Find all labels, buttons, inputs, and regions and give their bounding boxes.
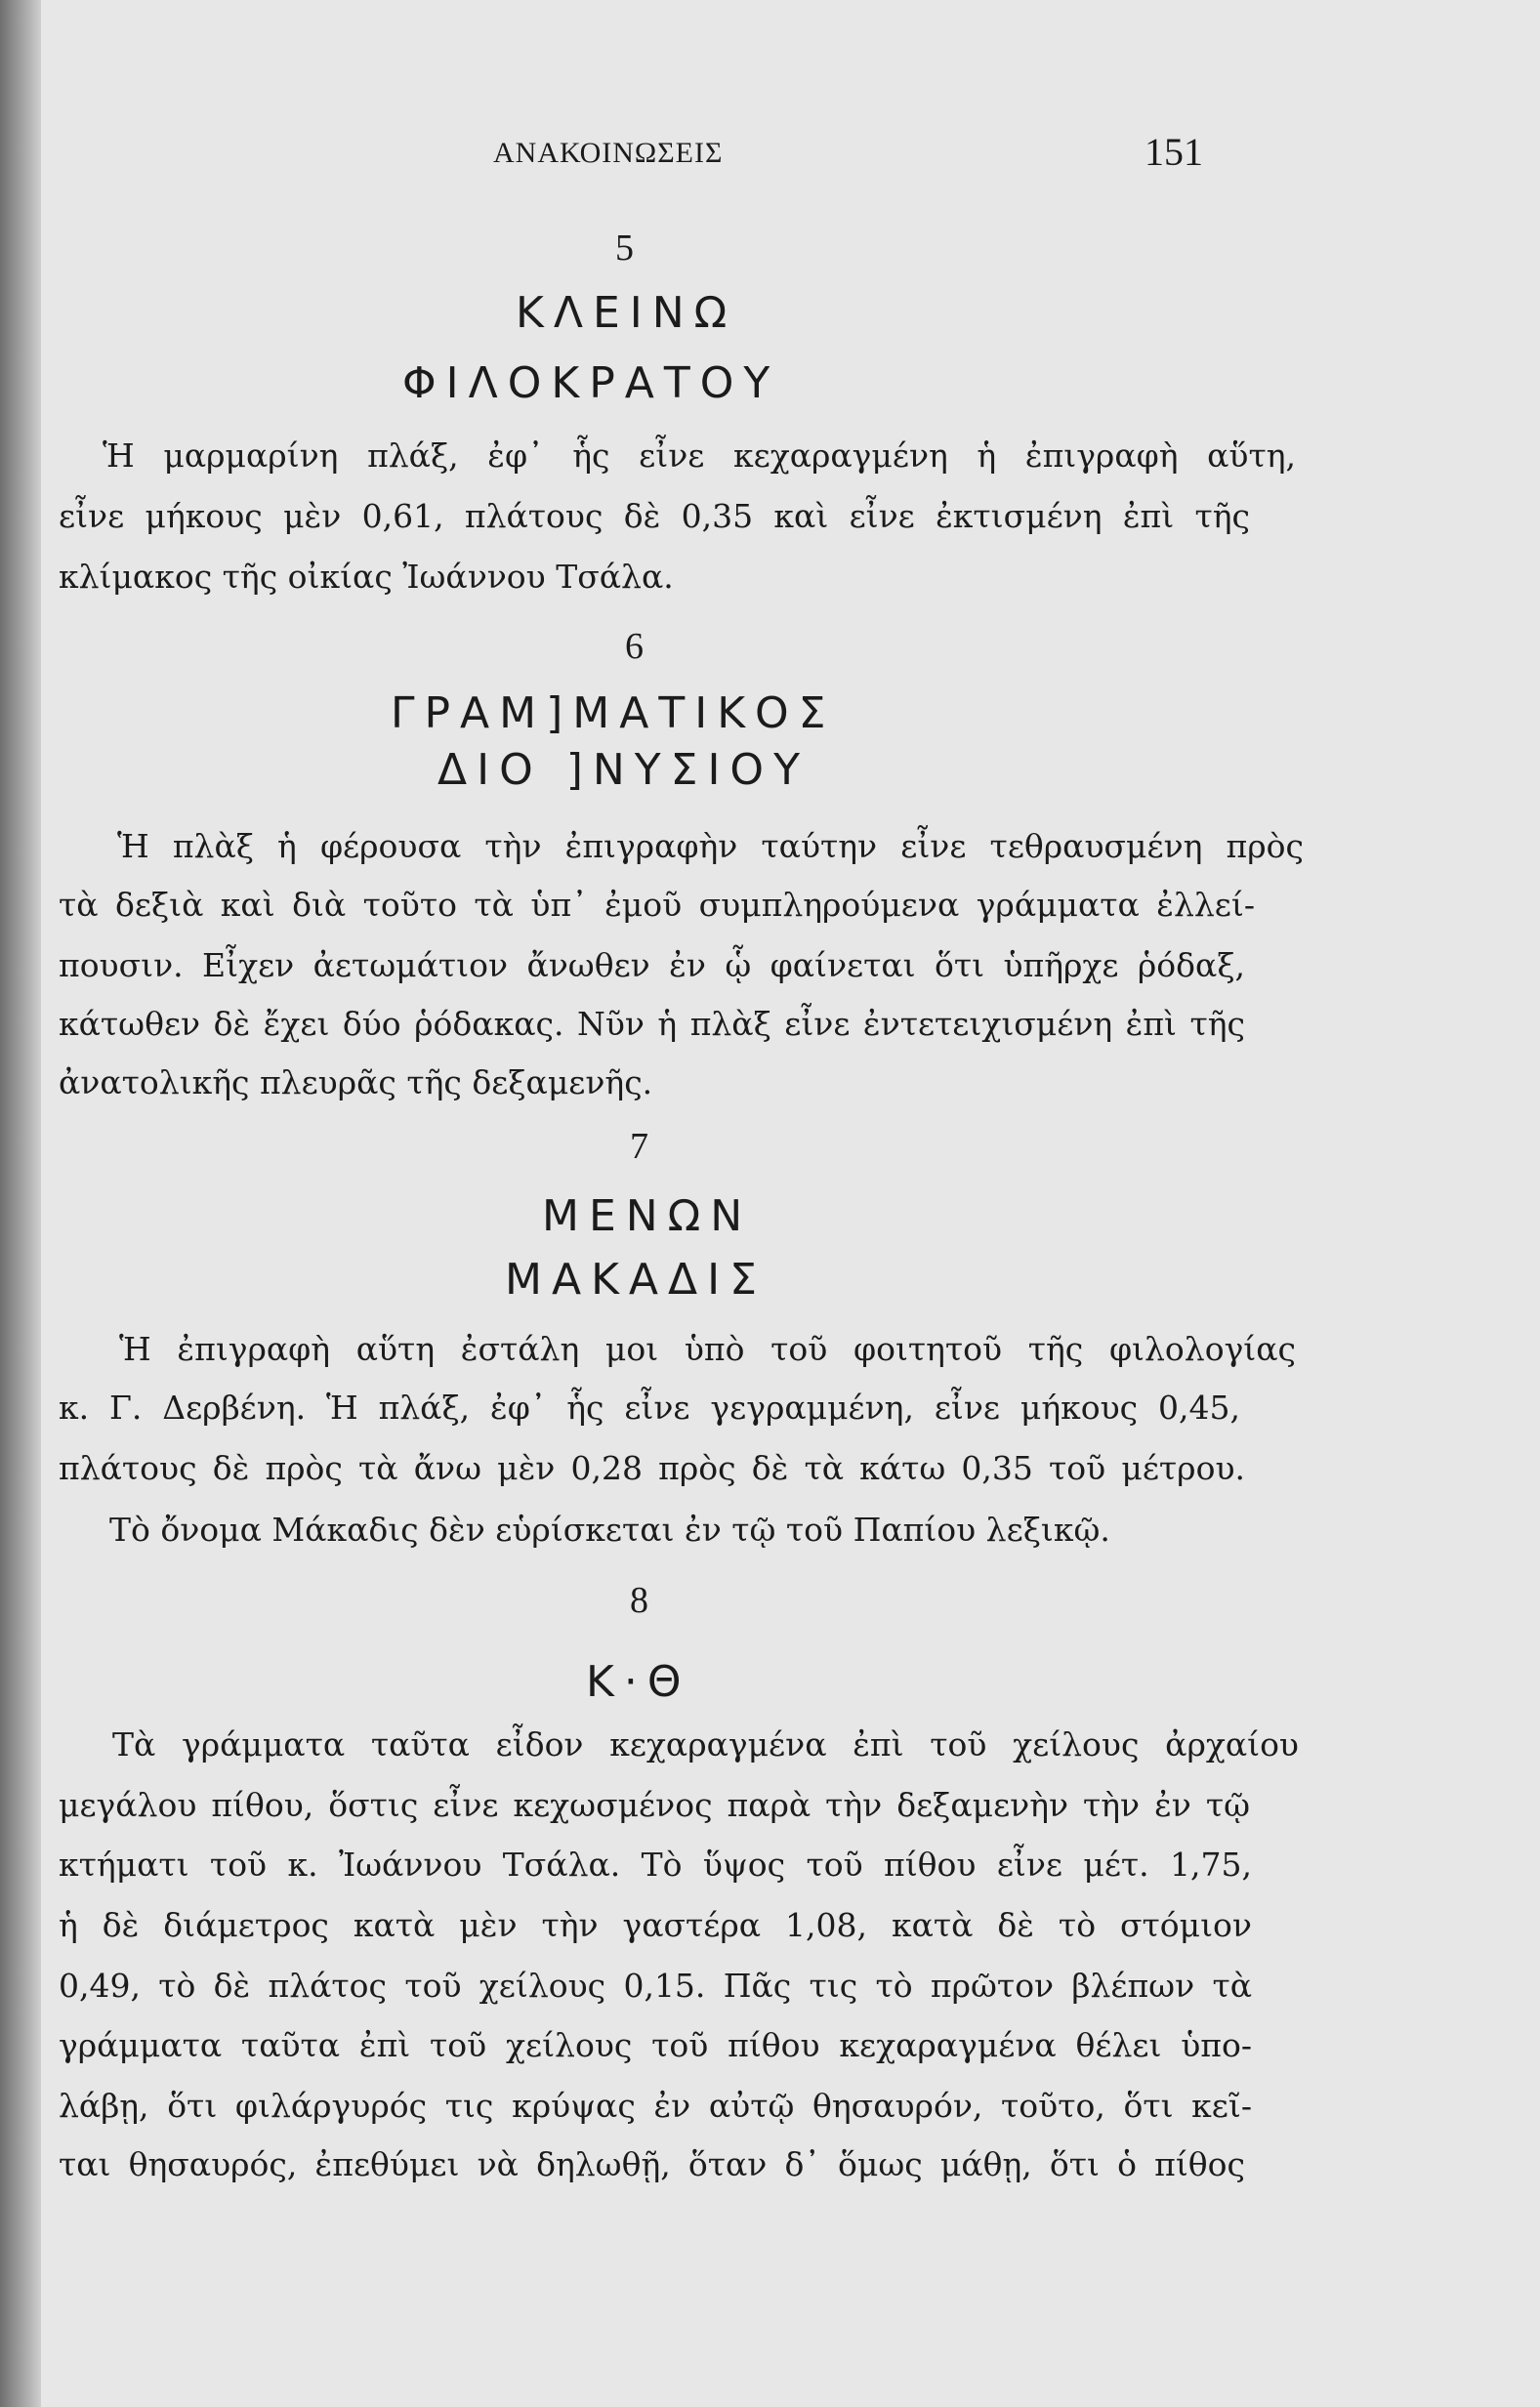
entry-number: 8: [630, 1580, 648, 1621]
text-line: 0,49, τὸ δὲ πλάτος τοῦ χείλους 0,15. Πᾶς τις τὸ πρῶτον βλέπων τὰ: [59, 1967, 1252, 2005]
text-line: κλίμακος τῆς οἰκίας Ἰωάννου Τσάλα.: [59, 558, 674, 596]
text-line: ἀνατολικῆς πλευρᾶς τῆς δεξαμενῆς.: [59, 1063, 653, 1101]
running-head: [0, 130, 1540, 176]
text-line: τὰ δεξιὰ καὶ διὰ τοῦτο τὰ ὑπ᾽ ἐμοῦ συμπληρούμενα γράμματα ἐλλεί-: [59, 886, 1255, 924]
text-line: εἶνε μήκους μὲν 0,61, πλάτους δὲ 0,35 καὶ εἶνε ἐκτισμένη ἐπὶ τῆς: [59, 497, 1250, 535]
text-line: γράμματα ταῦτα ἐπὶ τοῦ χείλους τοῦ πίθου κεχαραγμένα θέλει ὑπο-: [59, 2026, 1252, 2064]
inscription-line: ΓΡΑΜ]ΜΑΤΙΚΟΣ: [391, 688, 836, 738]
text-line: Τὰ γράμματα ταῦτα εἶδον κεχαραγμένα ἐπὶ τοῦ χείλους ἀρχαίου: [112, 1725, 1299, 1764]
text-line: ται θησαυρός, ἐπεθύμει νὰ δηλωθῇ, ὅταν δ᾽ ὅμως μάθῃ, ὅτι ὁ πίθος: [59, 2145, 1245, 2183]
text-line: πλάτους δὲ πρὸς τὰ ἄνω μὲν 0,28 πρὸς δὲ τὰ κάτω 0,35 τοῦ μέτρου.: [59, 1449, 1245, 1487]
inscription-line: Κ·Θ: [586, 1657, 691, 1707]
text-line: κάτωθεν δὲ ἔχει δύο ῥόδακας. Νῦν ἡ πλὰξ εἶνε ἐντετειχισμένη ἐπὶ τῆς: [59, 1005, 1245, 1043]
text-line: ἡ δὲ διάμετρος κατὰ μὲν τὴν γαστέρα 1,08, κατὰ δὲ τὸ στόμιον: [59, 1906, 1252, 1944]
text-line: Ἡ μαρμαρίνη πλάξ, ἐφ᾽ ἧς εἶνε κεχαραγμένη ἡ ἐπιγραφὴ αὕτη,: [103, 436, 1296, 475]
text-line: λάβῃ, ὅτι φιλάργυρός τις κρύψας ἐν αὐτῷ θησαυρόν, τοῦτο, ὅτι κεῖ-: [59, 2087, 1252, 2125]
text-line: πουσιν. Εἶχεν ἀετωμάτιον ἄνωθεν ἐν ᾧ φαίνεται ὅτι ὑπῆρχε ῥόδαξ,: [59, 946, 1245, 984]
inscription-line: ΔΙΟ ]ΝΥΣΙΟΥ: [437, 745, 810, 795]
entry-number: 6: [625, 626, 644, 667]
text-line: Τὸ ὄνομα Μάκαδις δὲν εὑρίσκεται ἐν τῷ τοῦ Παπίου λεξικῷ.: [109, 1511, 1110, 1549]
inscription-line: ΜΕΝΩΝ: [542, 1191, 753, 1241]
entry-number: 7: [630, 1126, 648, 1167]
running-title: ΑΝΑΚΟΙΝΩΣΕΙΣ: [493, 137, 724, 169]
text-line: Ἡ ἐπιγραφὴ αὕτη ἐστάλη μοι ὑπὸ τοῦ φοιτητοῦ τῆς φιλολογίας: [119, 1330, 1296, 1368]
text-line: κτήματι τοῦ κ. Ἰωάννου Τσάλα. Τὸ ὕψος τοῦ πίθου εἶνε μέτ. 1,75,: [59, 1846, 1252, 1884]
inscription-line: ΚΛΕΙΝΩ: [516, 288, 737, 338]
entry-number: 5: [615, 228, 634, 269]
text-line: κ. Γ. Δερβένη. Ἡ πλάξ, ἐφ᾽ ἧς εἶνε γεγραμμένη, εἶνε μήκους 0,45,: [59, 1389, 1240, 1427]
inscription-line: ΦΙΛΟΚΡΑΤΟΥ: [402, 358, 780, 408]
page-number: 151: [1145, 130, 1203, 174]
inscription-line: ΜΑΚΑΔΙΣ: [505, 1255, 767, 1305]
text-line: Ἡ πλὰξ ἡ φέρουσα τὴν ἐπιγραφὴν ταύτην εἶνε τεθραυσμένη πρὸς: [117, 827, 1304, 865]
text-line: μεγάλου πίθου, ὅστις εἶνε κεχωσμένος παρὰ τὴν δεξαμενὴν τὴν ἐν τῷ: [59, 1786, 1250, 1824]
